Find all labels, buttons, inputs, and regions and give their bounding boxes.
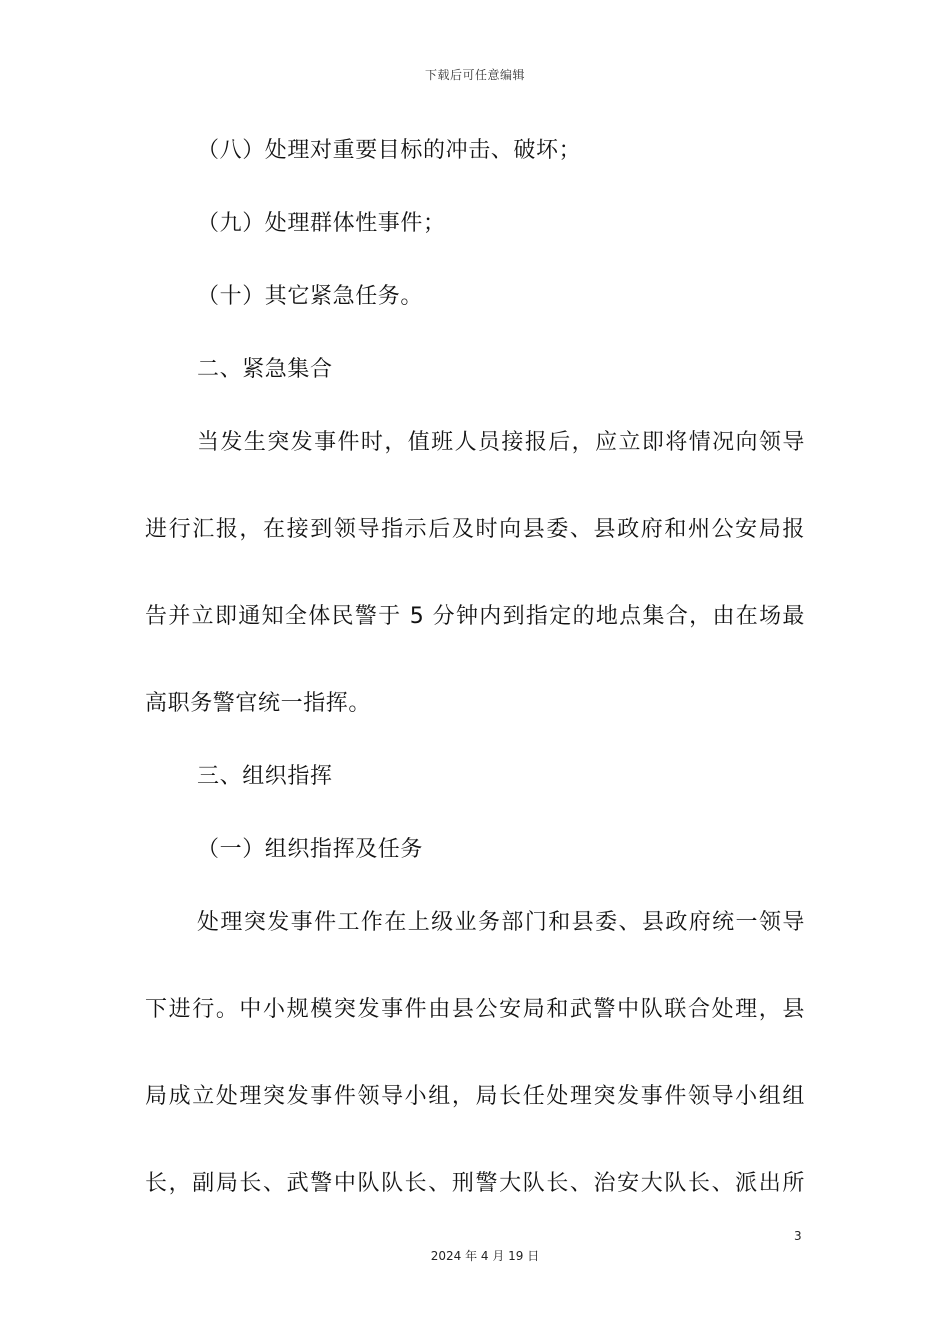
paragraph-line: 处理突发事件工作在上级业务部门和县委、县政府统一领导 <box>197 910 805 935</box>
paragraph-line: 长，副局长、武警中队队长、刑警大队长、治安大队长、派出所 <box>145 1171 805 1196</box>
section-heading-command: 三、组织指挥 <box>197 764 333 789</box>
footer-date: 2024 年 4 月 19 日 <box>430 1249 540 1263</box>
page-number: 3 <box>794 1229 802 1243</box>
subsection-heading: （一）组织指挥及任务 <box>197 837 424 862</box>
list-item-10: （十）其它紧急任务。 <box>197 284 424 309</box>
page-header: 下载后可任意编辑 <box>424 68 525 82</box>
section-heading-emergency-assembly: 二、紧急集合 <box>197 357 333 382</box>
paragraph-line: 局成立处理突发事件领导小组，局长任处理突发事件领导小组组 <box>145 1084 805 1109</box>
paragraph-line: 告并立即通知全体民警于 5 分钟内到指定的地点集合，由在场最 <box>145 604 805 629</box>
paragraph-line: 高职务警官统一指挥。 <box>145 691 372 716</box>
paragraph-line: 下进行。中小规模突发事件由县公安局和武警中队联合处理，县 <box>145 997 805 1022</box>
paragraph-line: 当发生突发事件时，值班人员接报后，应立即将情况向领导 <box>197 430 805 455</box>
list-item-8: （八）处理对重要目标的冲击、破坏； <box>197 138 582 163</box>
paragraph-line: 进行汇报，在接到领导指示后及时向县委、县政府和州公安局报 <box>145 517 805 542</box>
list-item-9: （九）处理群体性事件； <box>197 211 446 236</box>
